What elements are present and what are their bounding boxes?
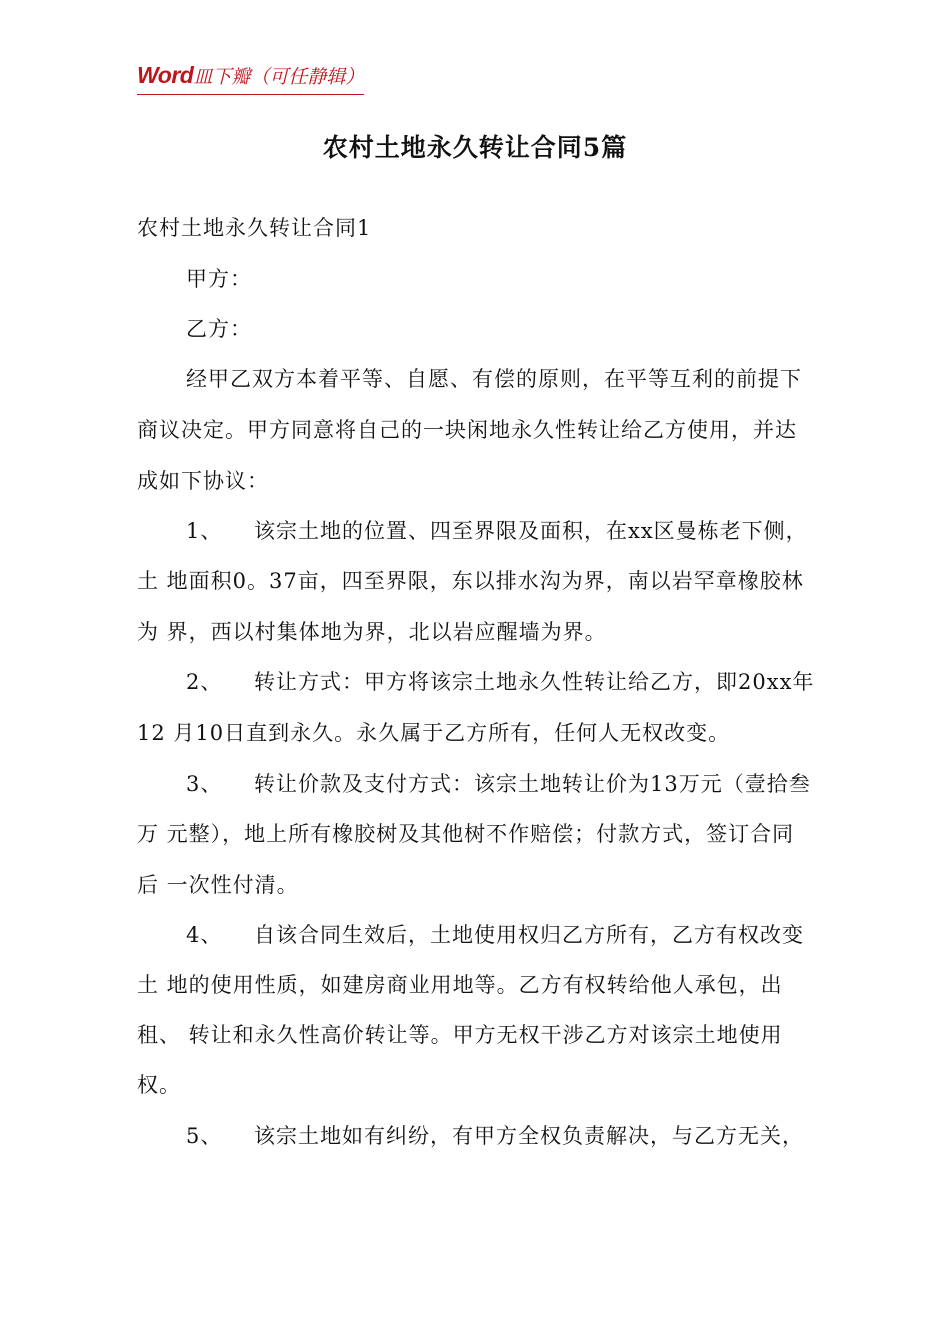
clause-line: 12 月10日直到永久。永久属于乙方所有，任何人无权改变。 <box>137 721 731 745</box>
clause-1-first-line <box>186 516 808 546</box>
clause-line: 后 一次性付清。 <box>137 873 299 897</box>
clause-text: 转让价款及支付方式：该宗土地转让价为13万元（壹拾叁 <box>254 772 811 796</box>
clause-line: 租、 转让和永久性高价转让等。甲方无权干涉乙方对该宗土地使用 <box>137 1023 783 1047</box>
clause-line: 万 元整），地上所有橡胶树及其他树不作赔偿；付款方式，签订合同 <box>137 822 795 846</box>
clause-text: 该宗土地的位置、四至界限及面积，在xx区曼栋老下侧， <box>254 519 808 543</box>
intro-line: 经甲乙双方本着平等、自愿、有偿的原则，在平等互利的前提下 <box>186 367 802 391</box>
party-a-label: 甲方： <box>186 267 252 291</box>
clause-number: 2、 <box>186 670 223 694</box>
section-heading: 农村土地永久转让合同1 <box>137 216 372 240</box>
clause-4-first-line <box>186 920 804 950</box>
clause-number: 4、 <box>186 923 223 947</box>
clause-number: 3、 <box>186 772 223 796</box>
clause-line: 土 地的使用性质，如建房商业用地等。乙方有权转给他人承包，出 <box>137 973 783 997</box>
clause-3-first-line <box>186 769 811 799</box>
intro-line: 商议决定。甲方同意将自己的一块闲地永久性转让给乙方使用，并达 <box>137 418 797 442</box>
clause-2-first-line <box>186 667 814 697</box>
clause-5-first-line <box>186 1121 804 1151</box>
clause-number: 5、 <box>186 1124 223 1148</box>
clause-line: 土 地面积0。37亩，四至界限，东以排水沟为界，南以岩罕章橡胶林 <box>137 569 804 593</box>
clause-line: 权。 <box>137 1073 181 1097</box>
header-brand: Word <box>137 62 194 88</box>
clause-number: 1、 <box>186 519 223 543</box>
header-watermark <box>137 62 364 95</box>
header-caption: 皿下瓣（可任静辑） <box>193 67 365 88</box>
document-title: 农村土地永久转让合同5篇 <box>322 133 628 162</box>
clause-text: 自该合同生效后，土地使用权归乙方所有，乙方有权改变 <box>254 923 804 947</box>
intro-line: 成如下协议： <box>137 469 269 493</box>
clause-text: 该宗土地如有纠纷，有甲方全权负责解决，与乙方无关， <box>254 1124 804 1148</box>
clause-text: 转让方式：甲方将该宗土地永久性转让给乙方，即20xx年 <box>254 670 815 694</box>
party-b-label: 乙方： <box>186 317 252 341</box>
clause-line: 为 界，西以村集体地为界，北以岩应醒墙为界。 <box>137 620 607 644</box>
